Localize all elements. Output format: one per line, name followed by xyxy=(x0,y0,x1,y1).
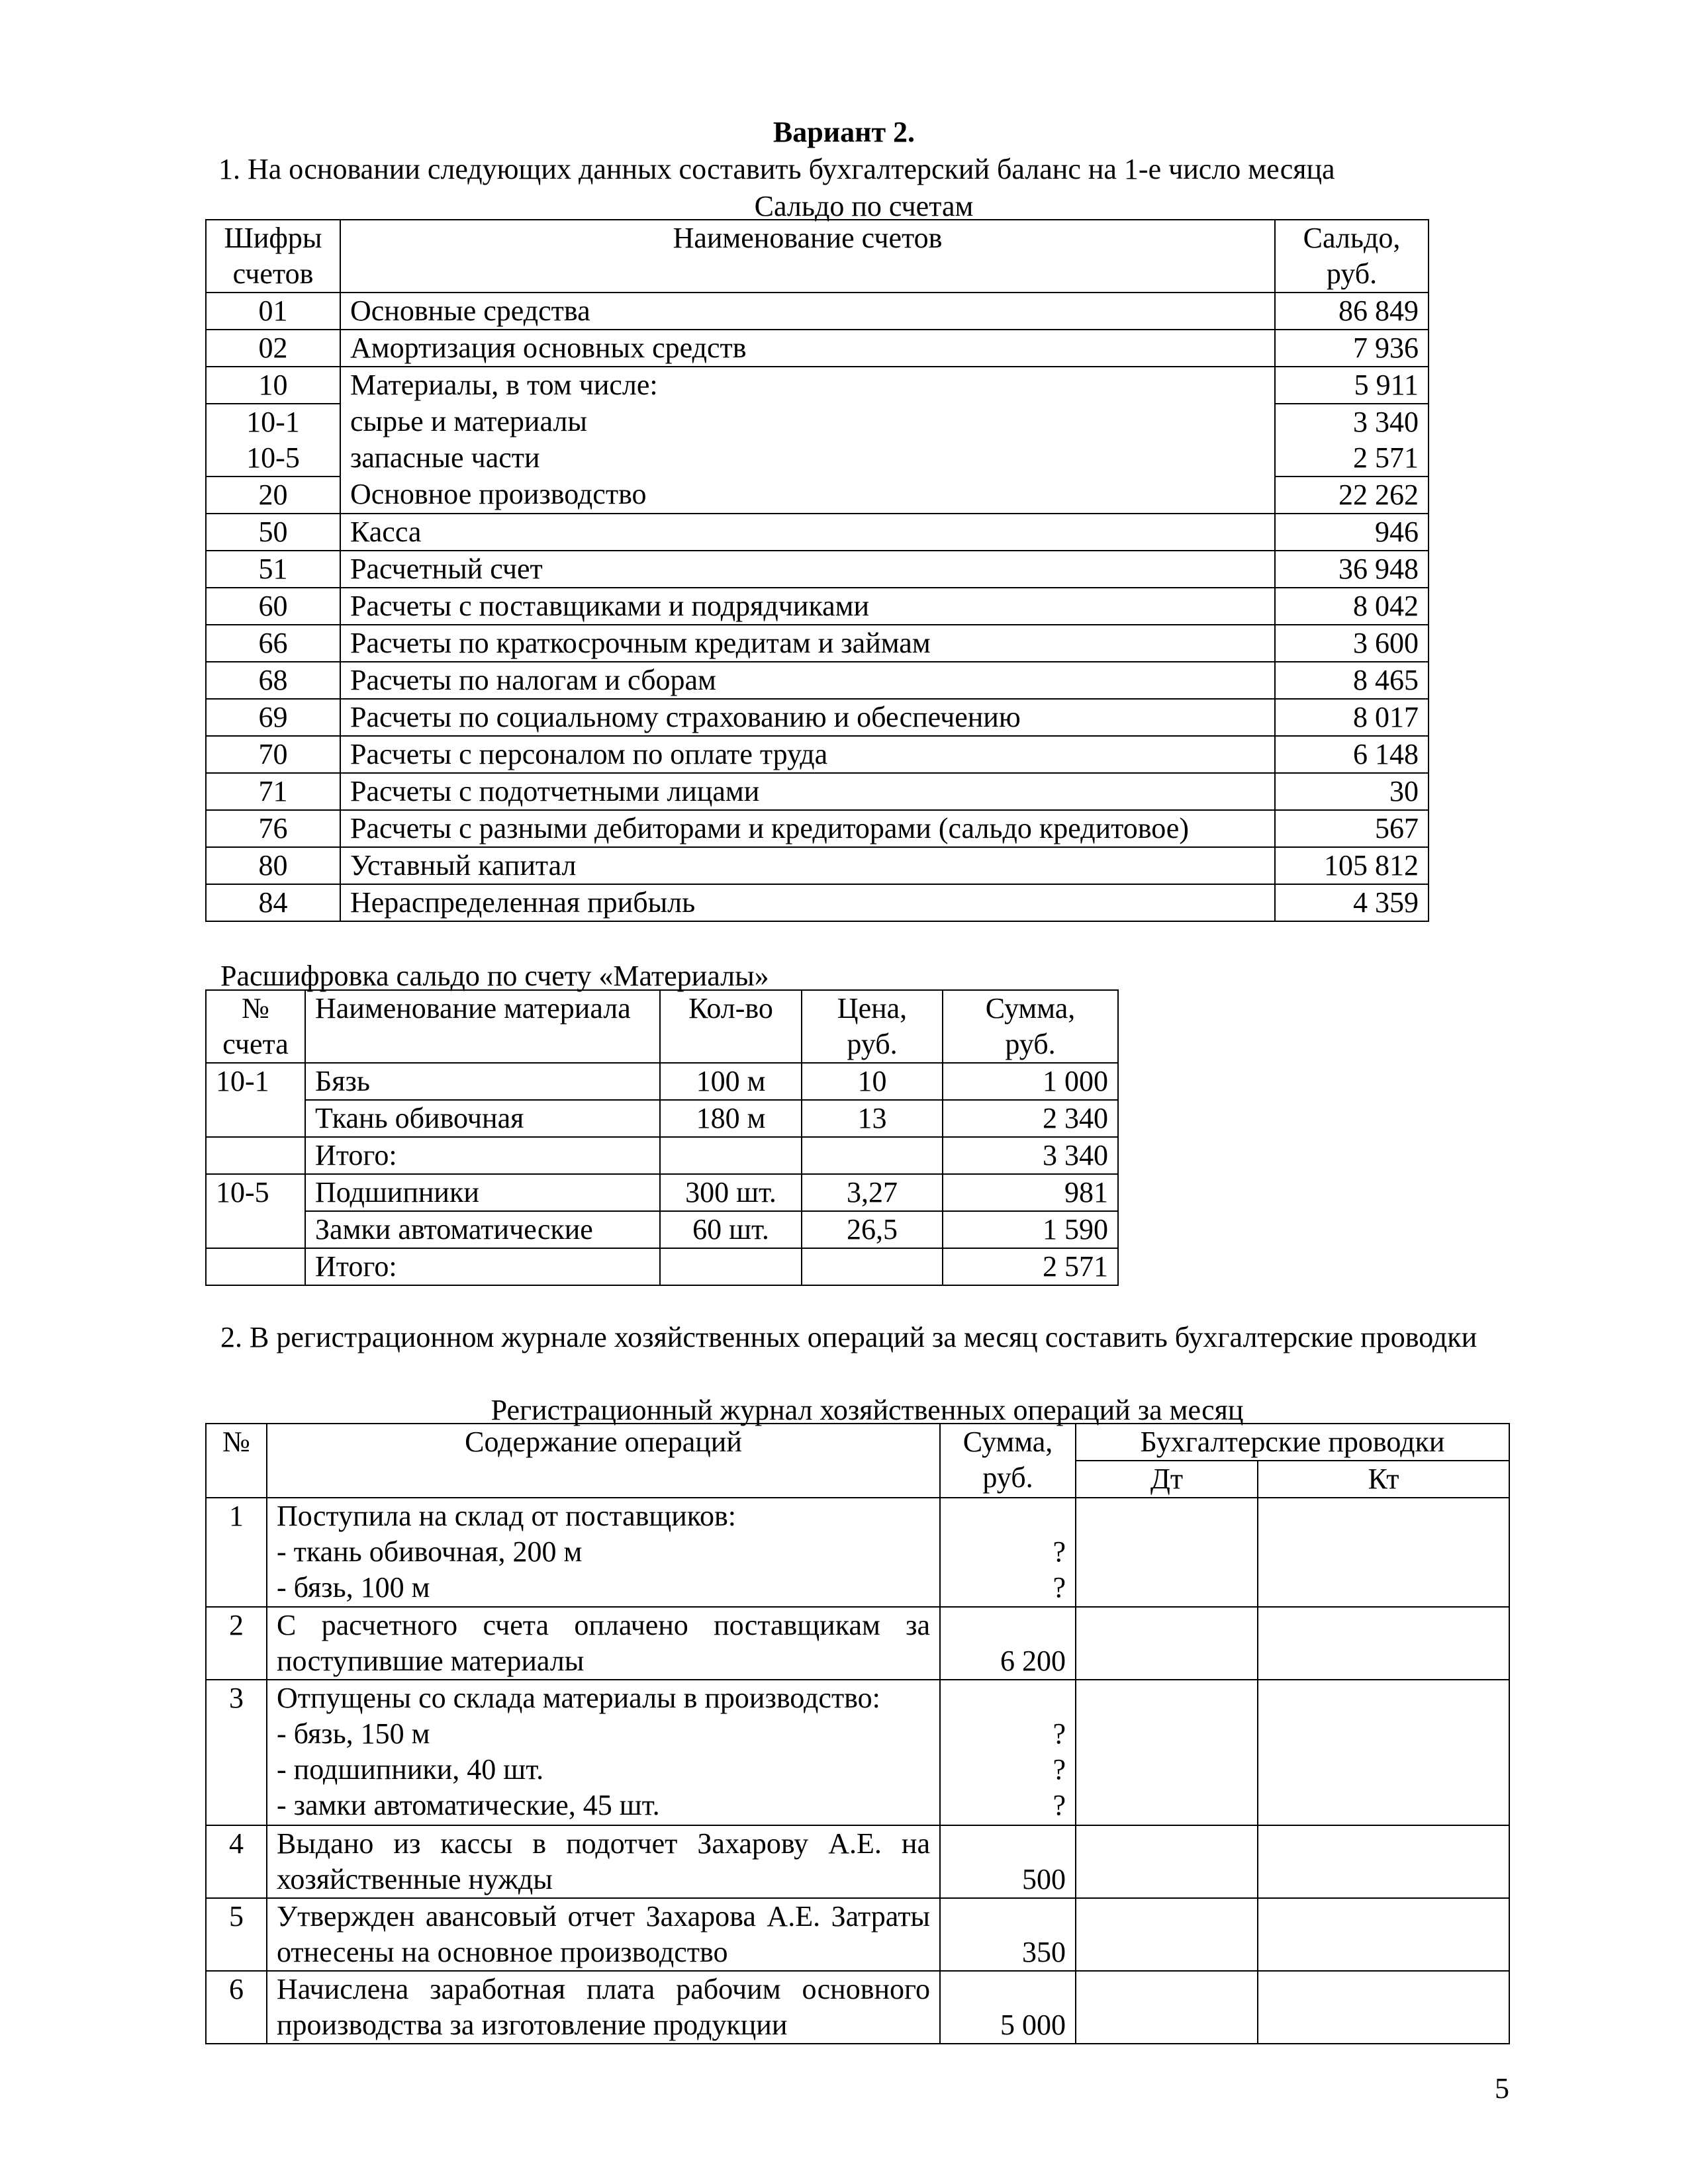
balance-row xyxy=(206,625,1429,662)
balance-row xyxy=(206,551,1429,588)
header-op-content: Содержание операций xyxy=(267,1424,940,1498)
material-sum: 2 571 xyxy=(943,1248,1118,1285)
material-row xyxy=(206,1248,1118,1285)
task2-text: 2. В регистрационном журнале хозяйственных операций за месяц составить бухгалтерские проводки xyxy=(220,1321,1477,1353)
material-name: Подшипники xyxy=(305,1174,660,1211)
material-account: 10-1 xyxy=(206,1063,305,1137)
operation-row xyxy=(206,1825,1509,1898)
account-code: 10-5 xyxy=(206,440,340,477)
account-name: Расчеты с персоналом по оплате труда xyxy=(340,736,1275,773)
account-name: Расчеты с разными дебиторами и кредиторами (сальдо кредитовое) xyxy=(340,810,1275,847)
material-sum: 2 340 xyxy=(943,1100,1118,1137)
material-price xyxy=(802,1248,943,1285)
account-balance: 567 xyxy=(1275,810,1429,847)
account-code: 71 xyxy=(206,773,340,810)
account-name: сырье и материалы xyxy=(340,404,1275,440)
materials-table xyxy=(205,989,1119,1286)
balance-row xyxy=(206,699,1429,736)
account-code: 60 xyxy=(206,588,340,625)
header-entries: Бухгалтерские проводки xyxy=(1076,1424,1509,1461)
account-balance: 8 465 xyxy=(1275,662,1429,699)
account-name: Основные средства xyxy=(340,293,1275,330)
material-name: Ткань обивочная xyxy=(305,1100,660,1137)
operation-debit[interactable] xyxy=(1076,1971,1258,2044)
material-price: 13 xyxy=(802,1100,943,1137)
account-name: Расчеты по краткосрочным кредитам и займам xyxy=(340,625,1275,662)
material-price xyxy=(802,1137,943,1174)
material-row xyxy=(206,1211,1118,1248)
balance-row xyxy=(206,477,1429,514)
header-op-num: № xyxy=(206,1424,267,1498)
page-title: Вариант 2. xyxy=(773,116,915,148)
header-acc: № счета xyxy=(206,990,305,1063)
operation-number: 1 xyxy=(206,1498,267,1607)
account-balance: 3 340 xyxy=(1275,404,1429,440)
operation-credit[interactable] xyxy=(1258,1498,1509,1607)
account-balance: 30 xyxy=(1275,773,1429,810)
balance-row xyxy=(206,662,1429,699)
account-balance: 946 xyxy=(1275,514,1429,551)
header-debit: Дт xyxy=(1076,1461,1258,1498)
balance-row xyxy=(206,293,1429,330)
material-name: Бязь xyxy=(305,1063,660,1100)
balance-row xyxy=(206,773,1429,810)
account-balance: 8 042 xyxy=(1275,588,1429,625)
account-code: 51 xyxy=(206,551,340,588)
material-qty: 100 м xyxy=(660,1063,802,1100)
account-balance: 3 600 xyxy=(1275,625,1429,662)
material-qty xyxy=(660,1137,802,1174)
operation-row xyxy=(206,1607,1509,1680)
account-name: Расчеты с поставщиками и подрядчиками xyxy=(340,588,1275,625)
material-sum: 1 000 xyxy=(943,1063,1118,1100)
balances-table xyxy=(205,219,1429,922)
account-name: Расчеты с подотчетными лицами xyxy=(340,773,1275,810)
operation-credit[interactable] xyxy=(1258,1898,1509,1971)
operation-sum: ? ? ? xyxy=(940,1680,1076,1825)
account-name: запасные части xyxy=(340,440,1275,477)
material-row xyxy=(206,1174,1118,1211)
operation-content: Утвержден авансовый отчет Захарова А.Е. Затраты отнесены на основное производство xyxy=(267,1898,940,1971)
account-code: 68 xyxy=(206,662,340,699)
account-balance: 2 571 xyxy=(1275,440,1429,477)
operation-content: С расчетного счета оплачено поставщикам за поступившие материалы xyxy=(267,1607,940,1680)
account-code: 69 xyxy=(206,699,340,736)
operation-number: 3 xyxy=(206,1680,267,1825)
operation-sum: 5 000 xyxy=(940,1971,1076,2044)
material-row xyxy=(206,1063,1118,1100)
materials-caption: Расшифровка сальдо по счету «Материалы» xyxy=(220,960,769,992)
account-name: Основное производство xyxy=(340,477,1275,514)
header-balance: Сальдо, руб. xyxy=(1275,220,1429,293)
operation-content: Начислена заработная плата рабочим основного производства за изготовление продукции xyxy=(267,1971,940,2044)
material-qty: 300 шт. xyxy=(660,1174,802,1211)
header-credit: Кт xyxy=(1258,1461,1509,1498)
account-name: Расчеты по социальному страхованию и обеспечению xyxy=(340,699,1275,736)
balance-row xyxy=(206,440,1429,477)
operation-row xyxy=(206,1498,1509,1607)
balances-caption: Сальдо по счетам xyxy=(754,190,974,222)
material-row xyxy=(206,1137,1118,1174)
account-name: Касса xyxy=(340,514,1275,551)
balance-row xyxy=(206,588,1429,625)
operation-row xyxy=(206,1898,1509,1971)
operation-sum: 350 xyxy=(940,1898,1076,1971)
balance-row xyxy=(206,884,1429,921)
balances-header-row xyxy=(206,220,1429,293)
account-code: 84 xyxy=(206,884,340,921)
account-code: 70 xyxy=(206,736,340,773)
balance-row xyxy=(206,367,1429,404)
material-sum: 3 340 xyxy=(943,1137,1118,1174)
operation-credit[interactable] xyxy=(1258,1607,1509,1680)
operation-number: 5 xyxy=(206,1898,267,1971)
page-number: 5 xyxy=(1495,2072,1509,2105)
account-balance: 5 911 xyxy=(1275,367,1429,404)
operation-number: 2 xyxy=(206,1607,267,1680)
operation-credit[interactable] xyxy=(1258,1825,1509,1898)
operation-content: Выдано из кассы в подотчет Захарову А.Е. на хозяйственные нужды xyxy=(267,1825,940,1898)
operation-credit[interactable] xyxy=(1258,1680,1509,1825)
operation-debit[interactable] xyxy=(1076,1498,1258,1607)
material-account xyxy=(206,1248,305,1285)
account-name: Амортизация основных средств xyxy=(340,330,1275,367)
account-balance: 7 936 xyxy=(1275,330,1429,367)
material-price: 10 xyxy=(802,1063,943,1100)
material-qty: 180 м xyxy=(660,1100,802,1137)
balance-row xyxy=(206,810,1429,847)
account-balance: 22 262 xyxy=(1275,477,1429,514)
journal-header-row-1 xyxy=(206,1424,1509,1461)
operation-row xyxy=(206,1680,1509,1825)
task1-text: 1. На основании следующих данных составить бухгалтерский баланс на 1-е число месяца xyxy=(218,153,1335,185)
material-qty: 60 шт. xyxy=(660,1211,802,1248)
balance-row xyxy=(206,736,1429,773)
account-code: 02 xyxy=(206,330,340,367)
material-qty xyxy=(660,1248,802,1285)
operation-sum: 500 xyxy=(940,1825,1076,1898)
account-name: Уставный капитал xyxy=(340,847,1275,884)
header-op-sum: Сумма, руб. xyxy=(940,1424,1076,1498)
material-row xyxy=(206,1100,1118,1137)
header-sum: Сумма, руб. xyxy=(943,990,1118,1063)
account-code: 10 xyxy=(206,367,340,404)
header-account-name: Наименование счетов xyxy=(340,220,1275,293)
account-balance: 105 812 xyxy=(1275,847,1429,884)
header-account-code: Шифры счетов xyxy=(206,220,340,293)
operation-row xyxy=(206,1971,1509,2044)
operation-content: Поступила на склад от поставщиков: - ткань обивочная, 200 м - бязь, 100 м xyxy=(267,1498,940,1607)
account-balance: 36 948 xyxy=(1275,551,1429,588)
journal-table xyxy=(205,1423,1510,2044)
operation-sum: ? ? xyxy=(940,1498,1076,1607)
materials-header-row xyxy=(206,990,1118,1063)
operation-number: 4 xyxy=(206,1825,267,1898)
account-code: 20 xyxy=(206,477,340,514)
material-name: Итого: xyxy=(305,1248,660,1285)
operation-debit[interactable] xyxy=(1076,1898,1258,1971)
account-code: 50 xyxy=(206,514,340,551)
account-code: 76 xyxy=(206,810,340,847)
operation-credit[interactable] xyxy=(1258,1971,1509,2044)
account-code: 01 xyxy=(206,293,340,330)
material-price: 3,27 xyxy=(802,1174,943,1211)
material-account xyxy=(206,1137,305,1174)
balance-row xyxy=(206,330,1429,367)
account-name: Расчеты по налогам и сборам xyxy=(340,662,1275,699)
header-price: Цена, руб. xyxy=(802,990,943,1063)
journal-caption: Регистрационный журнал хозяйственных операций за месяц xyxy=(491,1394,1244,1426)
balance-row xyxy=(206,404,1429,440)
balance-row xyxy=(206,847,1429,884)
account-balance: 86 849 xyxy=(1275,293,1429,330)
material-account: 10-5 xyxy=(206,1174,305,1248)
header-qty: Кол-во xyxy=(660,990,802,1063)
account-balance: 8 017 xyxy=(1275,699,1429,736)
operation-debit[interactable] xyxy=(1076,1825,1258,1898)
account-code: 66 xyxy=(206,625,340,662)
balance-row xyxy=(206,514,1429,551)
operation-debit[interactable] xyxy=(1076,1607,1258,1680)
account-name: Нераспределенная прибыль xyxy=(340,884,1275,921)
material-sum: 981 xyxy=(943,1174,1118,1211)
account-balance: 4 359 xyxy=(1275,884,1429,921)
material-price: 26,5 xyxy=(802,1211,943,1248)
operation-debit[interactable] xyxy=(1076,1680,1258,1825)
operation-number: 6 xyxy=(206,1971,267,2044)
material-name: Итого: xyxy=(305,1137,660,1174)
account-code: 10-1 xyxy=(206,404,340,440)
material-sum: 1 590 xyxy=(943,1211,1118,1248)
account-name: Расчетный счет xyxy=(340,551,1275,588)
header-material-name: Наименование материала xyxy=(305,990,660,1063)
account-code: 80 xyxy=(206,847,340,884)
material-name: Замки автоматические xyxy=(305,1211,660,1248)
operation-content: Отпущены со склада материалы в производство: - бязь, 150 м - подшипники, 40 шт. - замки автоматические, 45 шт. xyxy=(267,1680,940,1825)
account-name: Материалы, в том числе: xyxy=(340,367,1275,404)
account-balance: 6 148 xyxy=(1275,736,1429,773)
operation-sum: 6 200 xyxy=(940,1607,1076,1680)
